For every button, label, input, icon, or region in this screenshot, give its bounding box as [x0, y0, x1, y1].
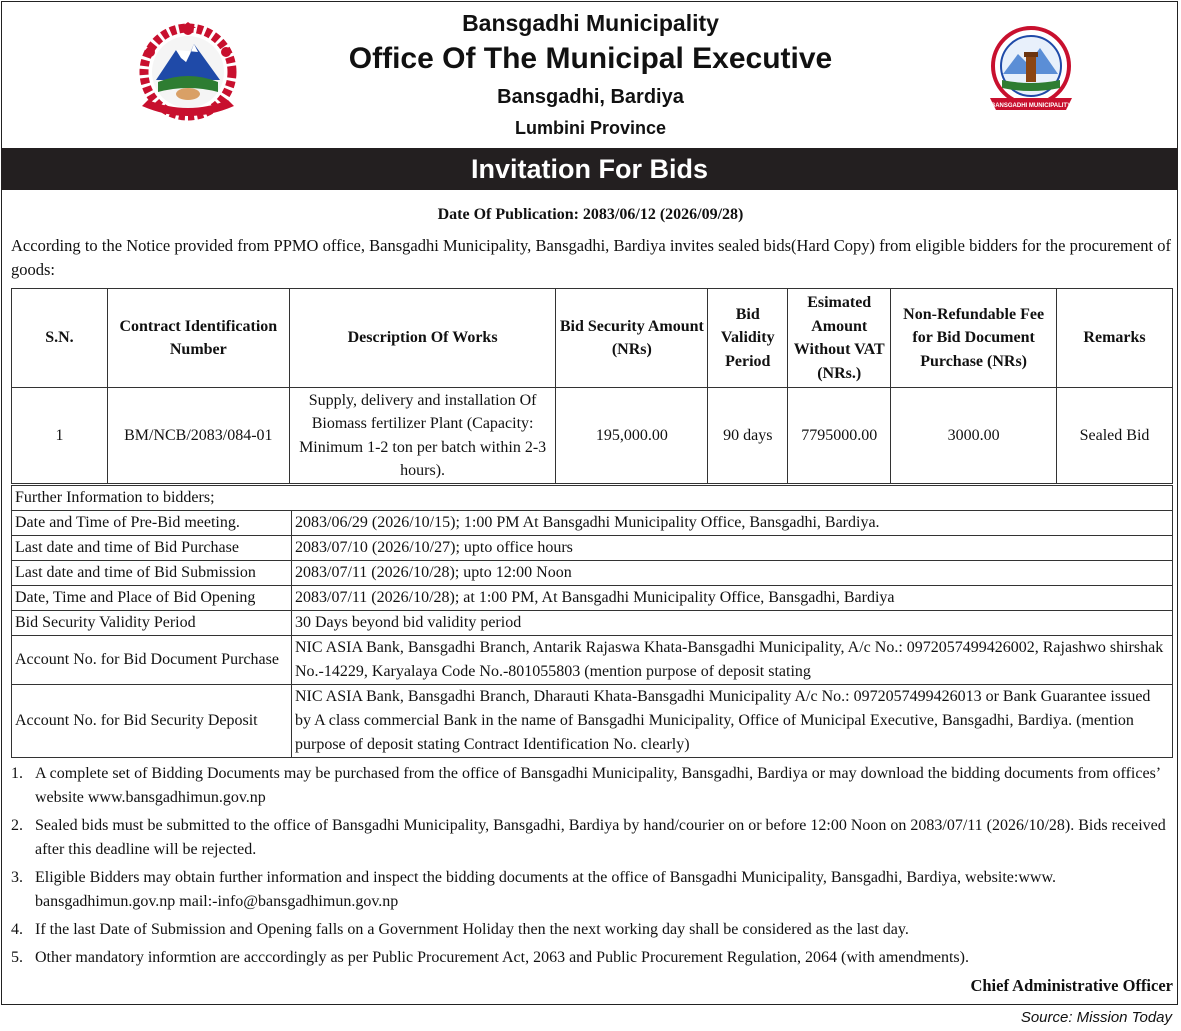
table-cell: 7795000.00 [788, 388, 891, 484]
table-cell: 1 [12, 388, 108, 484]
table-header-cell: Bid Validity Period [708, 289, 788, 388]
bansgadhi-municipality-logo-icon [988, 26, 1074, 116]
table-row [12, 388, 1173, 484]
info-value: 2083/07/11 (2026/10/28); upto 12:00 Noon [292, 561, 1173, 586]
info-row [12, 586, 1173, 611]
info-row [12, 511, 1173, 536]
info-row [12, 685, 1173, 758]
note-text: If the last Date of Submission and Opening falls on a Government Holiday then the next working day shall be considered as the last day. [35, 921, 909, 938]
list-item [11, 946, 1171, 970]
further-info-table [11, 485, 1173, 758]
signer-title: Chief Administrative Officer [970, 976, 1173, 995]
page-title-banner: Invitation For Bids [1, 148, 1178, 190]
info-row [12, 611, 1173, 636]
info-label: Bid Security Validity Period [12, 611, 292, 636]
note-number: 2. [11, 817, 23, 834]
publication-date: Date Of Publication: 2083/06/12 (2026/09/28) [437, 206, 744, 223]
list-item [11, 866, 1171, 914]
info-value: NIC ASIA Bank, Bansgadhi Branch, Antarik Rajaswa Khata-Bansgadhi Municipality, A/c No.: 0972057499426002, Rajashwo shirshak No.-14229, Karyalaya Code No.-801055803 (mention purpose of deposit stating [292, 636, 1173, 685]
table-header-cell: Remarks [1057, 289, 1173, 388]
info-label: Date and Time of Pre-Bid meeting. [12, 511, 292, 536]
further-info-title: Further Information to bidders; [12, 486, 1173, 511]
table-cell: Supply, delivery and installation Of Biomass fertilizer Plant (Capacity: Minimum 1-2 ton per batch within 2-3 hours). [289, 388, 556, 484]
note-text: A complete set of Bidding Documents may be purchased from the office of Bansgadhi Municipality, Bansgadhi, Bardiya or may download the bidding documents from offices’ website www.bansgadhimun.gov.np [35, 765, 1160, 806]
municipality-logo-text: BANSGADHI MUNICIPALITY [990, 103, 1072, 109]
further-info-title-row [12, 486, 1173, 511]
table-header-cell: Contract Identification Number [107, 289, 289, 388]
info-row [12, 636, 1173, 685]
table-header-cell: Description Of Works [289, 289, 556, 388]
note-number: 3. [11, 869, 23, 886]
info-label: Date, Time and Place of Bid Opening [12, 586, 292, 611]
info-row [12, 561, 1173, 586]
table-header-cell: Bid Security Amount (NRs) [556, 289, 708, 388]
notes-list [11, 762, 1171, 974]
note-number: 1. [11, 765, 23, 782]
note-text: Eligible Bidders may obtain further information and inspect the bidding documents at the office of Bansgadhi Municipality, Bansgadhi, Bardiya, website:www. bansgadhimun.gov.np mail:-info@bansgadhimun.gov.np [35, 869, 1056, 910]
table-header-row [12, 289, 1173, 388]
table-header-cell: Non-Refundable Fee for Bid Document Purchase (NRs) [891, 289, 1057, 388]
table-header-cell: S.N. [12, 289, 108, 388]
list-item [11, 814, 1171, 862]
source-credit: Source: Mission Today [1020, 1009, 1172, 1026]
table-cell: Sealed Bid [1057, 388, 1173, 484]
note-text: Other mandatory informtion are acccordingly as per Public Procurement Act, 2063 and Public Procurement Regulation, 2064 (with amendments). [35, 949, 969, 966]
nepal-emblem-icon [128, 22, 248, 122]
info-value: 30 Days beyond bid validity period [292, 611, 1173, 636]
province-name: Lumbini Province [514, 118, 667, 138]
table-cell: 3000.00 [891, 388, 1057, 484]
info-label: Last date and time of Bid Submission [12, 561, 292, 586]
list-item [11, 918, 1171, 942]
table-cell: BM/NCB/2083/084-01 [107, 388, 289, 484]
info-value: NIC ASIA Bank, Bansgadhi Branch, Dharauti Khata-Bansgadhi Municipality A/c No.: 0972057499426013 or Bank Guarantee issued by A class commercial Bank in the name of Bansgadhi Municipality, Office of Municipal Executive, Bansgadhi, Bardiya. (mention purpose of deposit stating Contract Identification No. clearly) [292, 685, 1173, 758]
info-value: 2083/07/10 (2026/10/27); upto office hours [292, 536, 1173, 561]
note-number: 4. [11, 921, 23, 938]
info-label: Last date and time of Bid Purchase [12, 536, 292, 561]
office-location: Bansgadhi, Bardiya [497, 86, 684, 108]
table-cell: 90 days [708, 388, 788, 484]
intro-paragraph: According to the Notice provided from PPMO office, Bansgadhi Municipality, Bansgadhi, Bardiya invites sealed bids(Hard Copy) from eligible bidders for the procurement of goods: [11, 236, 1171, 279]
info-value: 2083/06/29 (2026/10/15); 1:00 PM At Bansgadhi Municipality Office, Bansgadhi, Bardiya. [292, 511, 1173, 536]
table-cell: 195,000.00 [556, 388, 708, 484]
table-header-cell: Esimated Amount Without VAT (NRs.) [788, 289, 891, 388]
note-number: 5. [11, 949, 23, 966]
list-item [11, 762, 1171, 810]
bids-table [11, 288, 1173, 484]
info-row [12, 536, 1173, 561]
note-text: Sealed bids must be submitted to the office of Bansgadhi Municipality, Bansgadhi, Bardiya by hand/courier on or before 12:00 Noon on 2083/07/11 (2026/10/28). Bids received after this deadline will be rejected. [35, 817, 1166, 858]
info-label: Account No. for Bid Document Purchase [12, 636, 292, 685]
info-value: 2083/07/11 (2026/10/28); at 1:00 PM, At Bansgadhi Municipality Office, Bansgadhi, Bardiya [292, 586, 1173, 611]
office-name: Office Of The Municipal Executive [348, 42, 833, 75]
info-label: Account No. for Bid Security Deposit [12, 685, 292, 758]
municipality-name: Bansgadhi Municipality [462, 10, 719, 36]
